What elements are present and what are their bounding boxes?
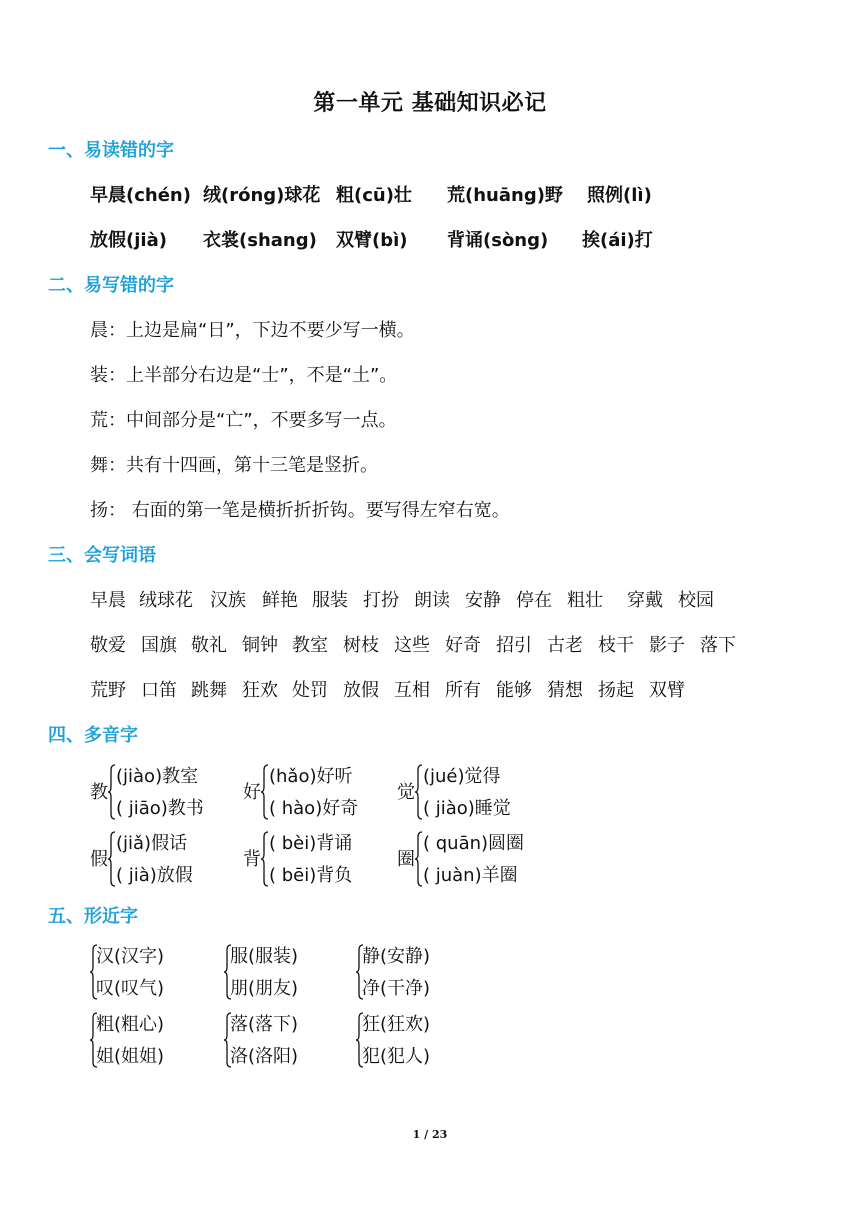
polyphone-reading: ( hào)好奇 <box>269 798 359 819</box>
page-number: 1 / 23 <box>412 1128 448 1141</box>
polyphone-char: 觉 <box>397 782 415 803</box>
word: 早晨 <box>90 590 126 611</box>
polyphone-reading: ( jiāo)教书 <box>116 798 204 819</box>
section-heading-words: 三、会写词语 <box>48 545 156 566</box>
section-heading-polyphones: 四、多音字 <box>48 725 138 746</box>
section-heading-similar: 五、形近字 <box>48 906 138 927</box>
polyphone-reading: ( juàn)羊圈 <box>423 865 518 886</box>
polyphone-reading: (jiǎ)假话 <box>116 833 188 854</box>
word: 铜钟 <box>242 635 278 656</box>
similar-char: 净(干净) <box>362 978 431 999</box>
polyphone-reading: (jiào)教室 <box>116 766 199 787</box>
word: 朗读 <box>414 590 450 611</box>
polyphone-reading: ( quān)圆圈 <box>423 833 525 854</box>
polyphone-reading: ( bēi)背负 <box>269 865 353 886</box>
misread-item: 早晨(chén) <box>90 185 191 206</box>
word: 双臂 <box>649 680 685 701</box>
word: 招引 <box>496 635 532 656</box>
word: 穿戴 <box>627 590 663 611</box>
word: 互相 <box>394 680 430 701</box>
word: 安静 <box>465 590 501 611</box>
polyphone-char: 好 <box>243 782 261 803</box>
misread-item: 衣裳(shang) <box>203 230 317 251</box>
misread-item: 荒(huāng)野 <box>447 185 563 206</box>
brace-icon <box>415 831 423 887</box>
section-heading-misread: 一、易读错的字 <box>48 140 174 161</box>
miswrite-note: 荒：中间部分是“亡”，不要多写一点。 <box>90 410 397 431</box>
section-heading-miswrite: 二、易写错的字 <box>48 275 174 296</box>
similar-char: 叹(叹气) <box>96 978 165 999</box>
brace-icon <box>415 764 423 820</box>
word: 所有 <box>445 680 481 701</box>
word: 敬礼 <box>191 635 227 656</box>
similar-char: 落(落下) <box>230 1014 299 1035</box>
word: 鲜艳 <box>262 590 298 611</box>
word: 枝干 <box>598 635 634 656</box>
similar-char: 姐(姐姐) <box>96 1046 165 1067</box>
word: 敬爱 <box>90 635 126 656</box>
polyphone-char: 教 <box>90 782 108 803</box>
brace-icon <box>108 764 116 820</box>
miswrite-note: 舞：共有十四画，第十三笔是竖折。 <box>90 455 378 476</box>
miswrite-note: 晨：上边是扁“日”，下边不要少写一横。 <box>90 320 415 341</box>
brace-icon <box>108 831 116 887</box>
similar-char: 狂(狂欢) <box>362 1014 431 1035</box>
polyphone-char: 背 <box>243 849 261 870</box>
misread-item: 粗(cū)壮 <box>336 185 412 206</box>
word: 汉族 <box>210 590 246 611</box>
similar-char: 犯(犯人) <box>362 1046 431 1067</box>
misread-item: 照例(lì) <box>587 185 652 206</box>
word: 扬起 <box>598 680 634 701</box>
word: 口笛 <box>141 680 177 701</box>
polyphone-reading: ( bèi)背诵 <box>269 833 353 854</box>
polyphone-reading: (jué)觉得 <box>423 766 501 787</box>
word: 绒球花 <box>139 590 193 611</box>
polyphone-char: 圈 <box>397 849 415 870</box>
word: 荒野 <box>90 680 126 701</box>
polyphone-reading: (hǎo)好听 <box>269 766 353 787</box>
word: 国旗 <box>141 635 177 656</box>
brace-icon <box>261 764 269 820</box>
word: 打扮 <box>363 590 399 611</box>
brace-icon <box>261 831 269 887</box>
word: 落下 <box>700 635 736 656</box>
similar-char: 汉(汉字) <box>96 946 165 967</box>
word: 能够 <box>496 680 532 701</box>
word: 猜想 <box>547 680 583 701</box>
miswrite-note: 扬： 右面的第一笔是横折折折钩。要写得左窄右宽。 <box>90 500 510 521</box>
word: 跳舞 <box>191 680 227 701</box>
word: 教室 <box>292 635 328 656</box>
misread-item: 绒(róng)球花 <box>203 185 321 206</box>
word: 狂欢 <box>242 680 278 701</box>
polyphone-reading: ( jiào)睡觉 <box>423 798 511 819</box>
word: 古老 <box>547 635 583 656</box>
polyphone-char: 假 <box>90 849 108 870</box>
similar-char: 朋(朋友) <box>230 978 299 999</box>
word: 好奇 <box>445 635 481 656</box>
misread-item: 双臂(bì) <box>336 230 408 251</box>
similar-char: 粗(粗心) <box>96 1014 165 1035</box>
misread-item: 放假(jià) <box>90 230 167 251</box>
polyphone-reading: ( jià)放假 <box>116 865 193 886</box>
word: 粗壮 <box>567 590 603 611</box>
similar-char: 洛(洛阳) <box>230 1046 299 1067</box>
word: 放假 <box>343 680 379 701</box>
word: 校园 <box>678 590 714 611</box>
word: 停在 <box>516 590 552 611</box>
word: 服装 <box>312 590 348 611</box>
similar-char: 服(服装) <box>230 946 299 967</box>
word: 处罚 <box>292 680 328 701</box>
similar-char: 静(安静) <box>362 946 431 967</box>
word: 这些 <box>394 635 430 656</box>
misread-item: 背诵(sòng) <box>447 230 549 251</box>
word: 影子 <box>649 635 685 656</box>
miswrite-note: 装：上半部分右边是“士”，不是“土”。 <box>90 365 398 386</box>
page-title: 第一单元 基础知识必记 <box>313 91 547 116</box>
word: 树枝 <box>343 635 379 656</box>
misread-item: 挨(ái)打 <box>582 230 653 251</box>
